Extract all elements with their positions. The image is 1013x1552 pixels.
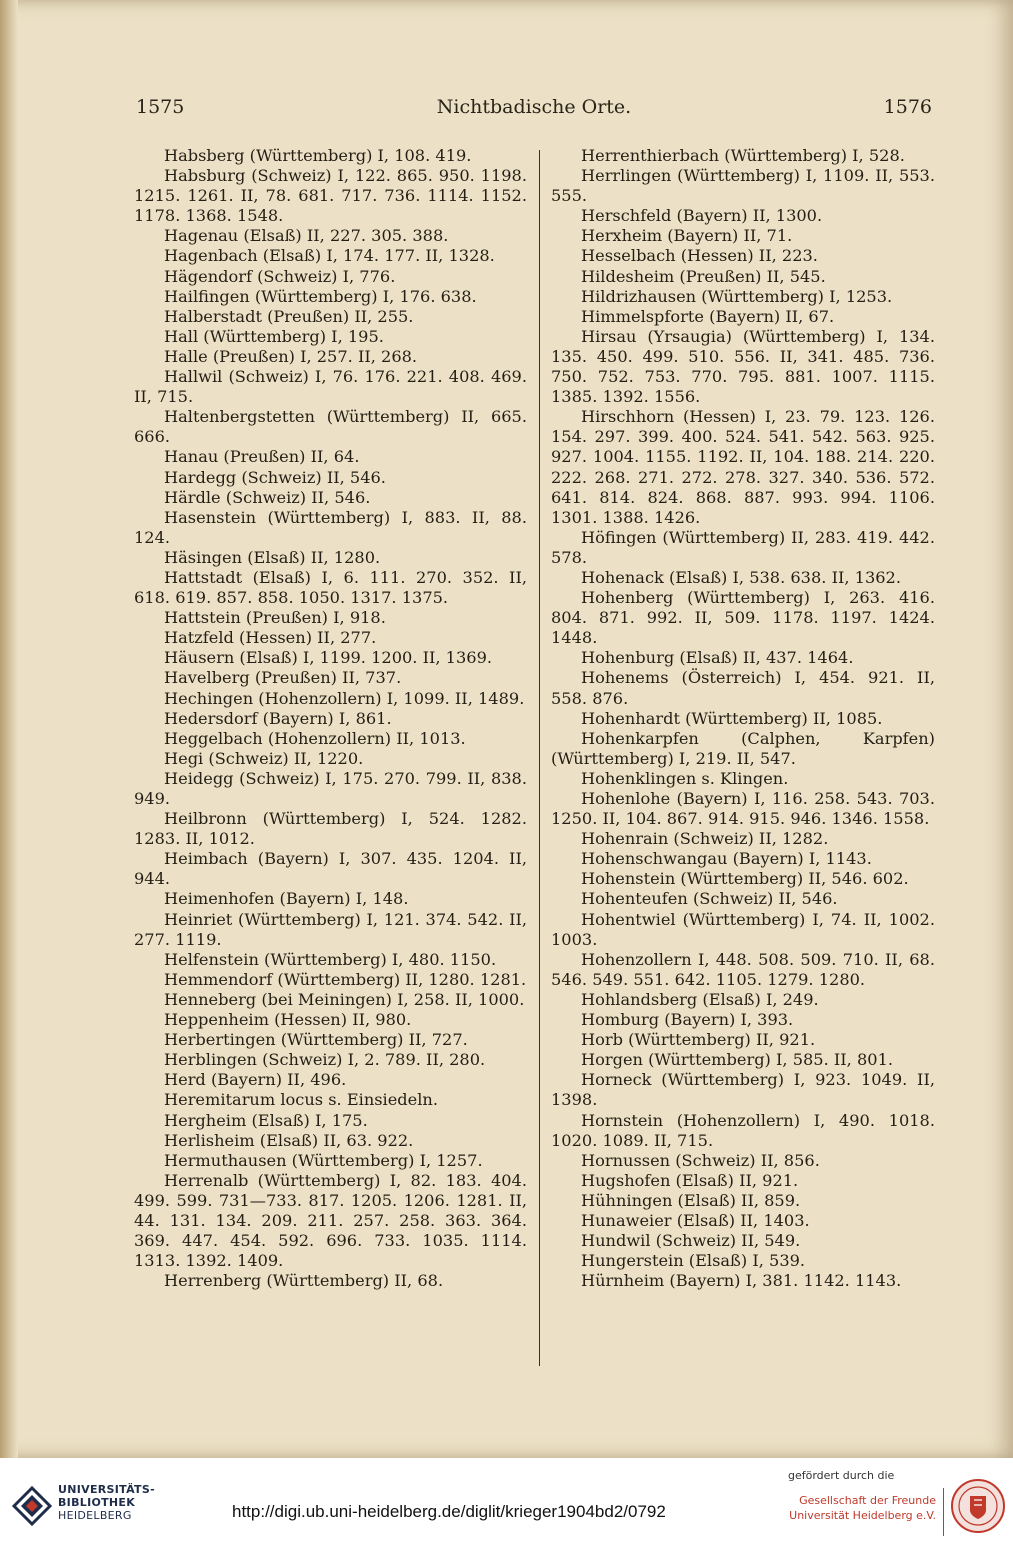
- index-entry: Heinriet (Württemberg) I, 121. 374. 542. II, 277. 1119.: [134, 909, 527, 949]
- index-entry: Hürnheim (Bayern) I, 381. 1142. 1143.: [581, 1271, 902, 1291]
- index-column-left: [134, 146, 527, 1291]
- digitization-footer: [0, 1458, 1013, 1552]
- index-entry: Hohenstein (Württemberg) II, 546. 602.: [581, 869, 909, 889]
- index-entry: Hohlandsberg (Elsaß) I, 249.: [581, 989, 819, 1009]
- index-entry: Hohenkarpfen (Calphen, Karpfen) (Württemberg) I, 219. II, 547.: [551, 728, 935, 768]
- index-entry: Herrenalb (Württemberg) I, 82. 183. 404. 499. 599. 731—733. 817. 1205. 1206. 1281. II, 44. 131. 134. 209. 211. 257. 258. 363. 364. 369. 447. 454. 592. 696. 733. 1035. 1114. 1313. 1392. 1409.: [134, 1170, 527, 1271]
- index-entry: Hohenberg (Württemberg) I, 263. 416. 804. 871. 992. II, 509. 1178. 1197. 1424. 1448.: [551, 588, 935, 648]
- index-entry: Hohentwiel (Württemberg) I, 74. II, 1002. 1003.: [551, 909, 935, 949]
- index-entry: Hall (Württemberg) I, 195.: [164, 326, 384, 346]
- index-entry: Heimbach (Bayern) I, 307. 435. 1204. II, 944.: [134, 849, 527, 889]
- index-entry: Hohenzollern I, 448. 508. 509. 710. II, 68. 546. 549. 551. 642. 1105. 1279. 1280.: [551, 949, 935, 989]
- index-entry: Herbertingen (Württemberg) II, 727.: [164, 1030, 468, 1050]
- index-entry: Hornussen (Schweiz) II, 856.: [581, 1150, 820, 1170]
- index-entry: Hesselbach (Hessen) II, 223.: [581, 246, 818, 266]
- index-entry: Höfingen (Württemberg) II, 283. 419. 442. 578.: [551, 527, 935, 567]
- index-entry: Hattstein (Preußen) I, 918.: [164, 608, 386, 628]
- index-entry: Haltenbergstetten (Württemberg) II, 665. 666.: [134, 407, 527, 447]
- index-entry: Heppenheim (Hessen) II, 980.: [164, 1010, 412, 1030]
- right-page-number: 1576: [883, 96, 932, 118]
- index-entry: Halle (Preußen) I, 257. II, 268.: [164, 346, 418, 366]
- index-entry: Halberstadt (Preußen) II, 255.: [164, 306, 414, 326]
- index-entry: Hohenschwangau (Bayern) I, 1143.: [581, 849, 872, 869]
- index-entry: Herblingen (Schweiz) I, 2. 789. II, 280.: [164, 1050, 486, 1070]
- library-line-2: BIBLIOTHEK: [58, 1496, 136, 1509]
- library-line-3: HEIDELBERG: [58, 1509, 132, 1522]
- index-entry: Herlisheim (Elsaß) II, 63. 922.: [164, 1130, 414, 1150]
- index-entry: Heggelbach (Hohenzollern) II, 1013.: [164, 728, 466, 748]
- library-name: [58, 1483, 155, 1522]
- index-entry: Hohenack (Elsaß) I, 538. 638. II, 1362.: [581, 567, 901, 587]
- index-entry: Hagenau (Elsaß) II, 227. 305. 388.: [164, 226, 449, 246]
- index-entry: Himmelspforte (Bayern) II, 67.: [581, 306, 835, 326]
- index-entry: Hedersdorf (Bayern) I, 861.: [164, 708, 392, 728]
- society-line-1: Gesellschaft der Freunde: [799, 1494, 936, 1507]
- index-entry: Hasenstein (Württemberg) I, 883. II, 88. 124.: [134, 507, 527, 547]
- index-entry: Heidegg (Schweiz) I, 175. 270. 799. II, 838. 949.: [134, 768, 527, 808]
- index-entry: Hermuthausen (Württemberg) I, 1257.: [164, 1150, 483, 1170]
- index-entry: Hundwil (Schweiz) II, 549.: [581, 1231, 801, 1251]
- index-entry: Hemmendorf (Württemberg) II, 1280. 1281.: [164, 969, 527, 989]
- index-entry: Hühningen (Elsaß) II, 859.: [581, 1190, 801, 1210]
- index-entry: Hohenlohe (Bayern) I, 116. 258. 543. 703. 1250. II, 104. 867. 914. 915. 946. 1346. 1558.: [551, 789, 935, 829]
- index-entry: Hailfingen (Württemberg) I, 176. 638.: [164, 286, 477, 306]
- index-entry: Hergheim (Elsaß) I, 175.: [164, 1110, 368, 1130]
- permalink-url[interactable]: http://digi.ub.uni-heidelberg.de/diglit/krieger1904bd2/0792: [232, 1502, 666, 1521]
- funded-by-label: gefördert durch die: [788, 1469, 895, 1482]
- index-entry: Herschfeld (Bayern) II, 1300.: [581, 206, 823, 226]
- page-title: Nichtbadische Orte.: [436, 96, 632, 118]
- index-entry: Hanau (Preußen) II, 64.: [164, 447, 360, 467]
- index-entry: Heilbronn (Württemberg) I, 524. 1282. 1283. II, 1012.: [134, 809, 527, 849]
- index-column-right: [551, 146, 935, 1291]
- index-entry: Hagenbach (Elsaß) I, 174. 177. II, 1328.: [164, 246, 495, 266]
- running-header: [136, 96, 932, 122]
- society-divider: [943, 1488, 944, 1536]
- ub-heidelberg-logo-icon: [10, 1484, 54, 1528]
- index-entry: Hegi (Schweiz) II, 1220.: [164, 748, 364, 768]
- index-entry: Hechingen (Hohenzollern) I, 1099. II, 1489.: [164, 688, 525, 708]
- index-entry: Hungerstein (Elsaß) I, 539.: [581, 1251, 806, 1271]
- index-entry: Härdle (Schweiz) II, 546.: [164, 487, 371, 507]
- left-page-number: 1575: [136, 96, 185, 118]
- index-entry: Habsberg (Württemberg) I, 108. 419.: [164, 146, 472, 165]
- index-entry: Hohenems (Österreich) I, 454. 921. II, 558. 876.: [551, 668, 935, 708]
- index-entry: Hirschhorn (Hessen) I, 23. 79. 123. 126. 154. 297. 399. 400. 524. 541. 542. 563. 925. 927. 1004. 1155. 1192. II, 104. 188. 214. 220. 222. 268. 271. 272. 278. 327. 340. 536. 572. 641. 814. 824. 868. 887. 993. 994. 1106. 1301. 1388. 1426.: [551, 407, 935, 527]
- index-entry: Helfenstein (Württemberg) I, 480. 1150.: [164, 949, 497, 969]
- library-line-1: UNIVERSITÄTS-: [58, 1483, 155, 1496]
- society-line-2: Universität Heidelberg e.V.: [789, 1509, 936, 1522]
- society-name: [780, 1493, 936, 1523]
- index-entry: Hägendorf (Schweiz) I, 776.: [164, 266, 396, 286]
- index-entry: Herrenthierbach (Württemberg) I, 528.: [581, 146, 905, 165]
- index-entry: Hohenhardt (Württemberg) II, 1085.: [581, 708, 883, 728]
- index-entry: Hattstadt (Elsaß) I, 6. 111. 270. 352. II, 618. 619. 857. 858. 1050. 1317. 1375.: [134, 567, 527, 608]
- index-entry: Henneberg (bei Meiningen) I, 258. II, 1000.: [164, 989, 525, 1009]
- index-entry: Häsingen (Elsaß) II, 1280.: [164, 547, 381, 567]
- index-entry: Herd (Bayern) II, 496.: [164, 1070, 347, 1090]
- index-entry: Hohenrain (Schweiz) II, 1282.: [581, 829, 829, 849]
- index-entry: Herxheim (Bayern) II, 71.: [581, 226, 793, 246]
- index-entry: Hunaweier (Elsaß) II, 1403.: [581, 1210, 810, 1230]
- page-spine-shadow: [0, 0, 18, 1458]
- index-entry: Hardegg (Schweiz) II, 546.: [164, 467, 386, 487]
- index-entry: Horneck (Württemberg) I, 923. 1049. II, 1398.: [551, 1070, 935, 1110]
- index-entry: Hornstein (Hohenzollern) I, 490. 1018. 1020. 1089. II, 715.: [551, 1110, 935, 1150]
- index-entry: Hugshofen (Elsaß) II, 921.: [581, 1170, 799, 1190]
- index-entry: Hildrizhausen (Württemberg) I, 1253.: [581, 286, 893, 306]
- index-entry: Horgen (Württemberg) I, 585. II, 801.: [581, 1050, 894, 1070]
- index-entry: Hallwil (Schweiz) I, 76. 176. 221. 408. 469. II, 715.: [134, 367, 527, 407]
- index-entry: Heremitarum locus s. Einsiedeln.: [164, 1090, 438, 1110]
- index-entry: Horb (Württemberg) II, 921.: [581, 1030, 816, 1050]
- index-entry: Herrenberg (Württemberg) II, 68.: [164, 1271, 444, 1291]
- column-divider: [539, 150, 540, 1366]
- index-entry: Hohenteufen (Schweiz) II, 546.: [581, 889, 838, 909]
- index-entry: Hohenburg (Elsaß) II, 437. 1464.: [581, 648, 854, 668]
- index-entry: Hohenklingen s. Klingen.: [581, 768, 789, 788]
- index-entry: Homburg (Bayern) I, 393.: [581, 1010, 794, 1030]
- index-entry: Häusern (Elsaß) I, 1199. 1200. II, 1369.: [164, 648, 493, 668]
- university-seal-icon: [950, 1478, 1006, 1534]
- index-entry: Hatzfeld (Hessen) II, 277.: [164, 628, 377, 648]
- index-entry: Hirsau (Yrsaugia) (Württemberg) I, 134. 135. 450. 499. 510. 556. II, 341. 485. 736. 750. 752. 753. 770. 795. 881. 1007. 1115. 1385. 1392. 1556.: [551, 326, 935, 407]
- index-entry: Havelberg (Preußen) II, 737.: [164, 668, 402, 688]
- index-entry: Herrlingen (Württemberg) I, 1109. II, 553. 555.: [551, 166, 935, 206]
- index-entry: Hildesheim (Preußen) II, 545.: [581, 266, 826, 286]
- index-entry: Heimenhofen (Bayern) I, 148.: [164, 889, 409, 909]
- index-entry: Habsburg (Schweiz) I, 122. 865. 950. 1198. 1215. 1261. II, 78. 681. 717. 736. 1114. 1152. 1178. 1368. 1548.: [134, 166, 527, 226]
